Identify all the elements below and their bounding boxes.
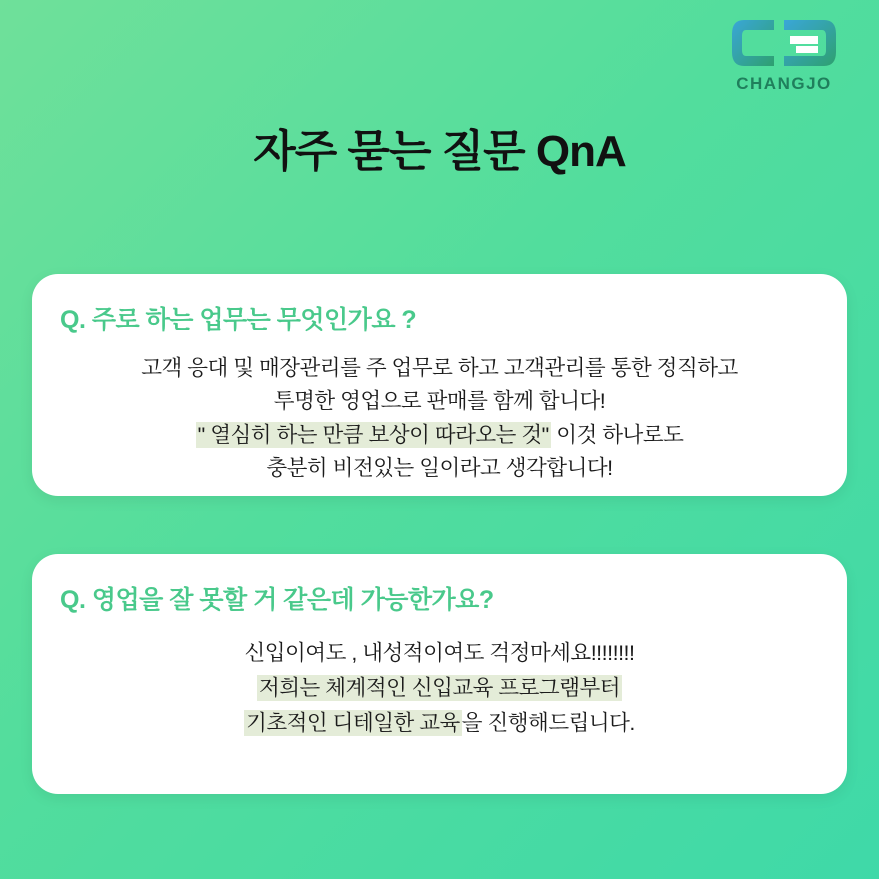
- page-title: 자주 묻는 질문 QnA: [253, 127, 626, 176]
- answer-highlight: 기초적인 디테일한 교육: [246, 710, 460, 735]
- answer-line: 고객 응대 및 매장관리를 주 업무로 하고 고객관리를 통한 정직하고: [141, 356, 738, 380]
- answer-highlight: " 열심히 하는 만큼 보상이 따라오는 것": [197, 422, 549, 447]
- faq-answer-1: [32, 352, 847, 485]
- faq-question-1: Q. 주로 하는 업무는 무엇인가요 ?: [60, 306, 417, 334]
- changjo-logo-icon: [724, 14, 844, 72]
- answer-line: [32, 671, 847, 706]
- faq-card-2: [32, 554, 847, 794]
- brand-logo: [719, 14, 849, 94]
- answer-line: 투명한 영업으로 판매를 함께 합니다!: [273, 389, 606, 414]
- faq-question-2: Q. 영업을 잘 못할 거 같은데 가능한가요?: [60, 586, 494, 614]
- brand-name: CHANGJO: [736, 74, 832, 93]
- answer-line: 충분히 비전있는 일이라고 생각합니다!: [266, 455, 613, 480]
- answer-line: [32, 706, 847, 741]
- answer-highlight: 저희는 체계적인 신입교육 프로그램부터: [259, 675, 620, 700]
- faq-card-1: [32, 274, 847, 496]
- answer-line-suffix: 을 진행해드립니다.: [461, 710, 635, 735]
- answer-line: 신입이여도 , 내성적이여도 걱정마세요!!!!!!!!: [244, 641, 635, 665]
- answer-line-suffix: 이것 하나로도: [550, 422, 684, 447]
- faq-answer-2: [32, 636, 847, 740]
- answer-line: [32, 419, 847, 452]
